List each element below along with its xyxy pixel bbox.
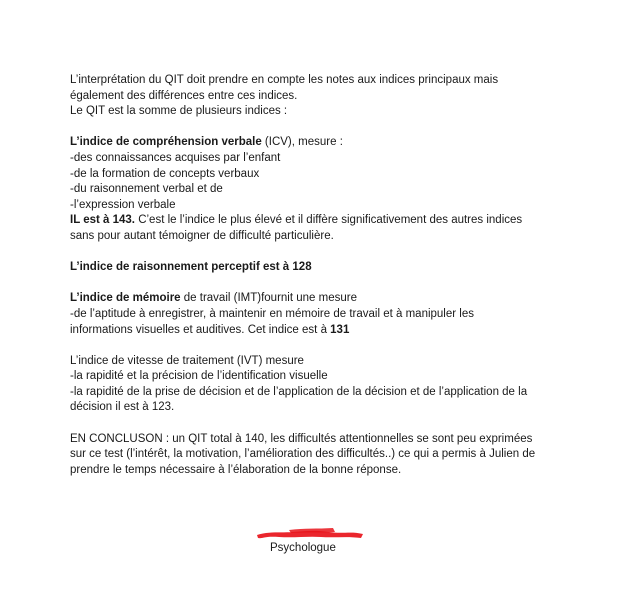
icv-item: -l’expression verbale bbox=[70, 198, 176, 211]
intro-line: L’interprétation du QIT doit prendre en compte les notes aux indices principaux mais bbox=[70, 74, 499, 86]
imt-heading-rest: de travail (IMT)fournit une mesure bbox=[180, 292, 357, 305]
ivt-line: -la rapidité de la prise de décision et de l’application de la décision et de l’application de la bbox=[70, 385, 528, 398]
irp-heading-line bbox=[70, 260, 590, 276]
ivt-line: décision il est à 123. bbox=[70, 401, 175, 414]
conclusion-line: prendre le temps nécessaire à l’élaboration de la bonne réponse. bbox=[70, 463, 402, 476]
icv-heading-rest: (ICV), mesure : bbox=[261, 136, 343, 149]
irp-heading: L’indice de raisonnement perceptif est à 128 bbox=[70, 261, 312, 274]
icv-item: -de la formation de concepts verbaux bbox=[70, 167, 260, 180]
intro-line: également des différences entre ces indices. bbox=[70, 89, 298, 102]
icv-item: -du raisonnement verbal et de bbox=[70, 183, 223, 196]
intro-line: Le QIT est la somme de plusieurs indices : bbox=[70, 105, 288, 118]
imt-heading-line bbox=[70, 291, 590, 307]
icv-score-rest: C’est le l’indice le plus élevé et il diffère significativement des autres indices bbox=[135, 214, 523, 227]
icv-heading-line bbox=[70, 135, 590, 151]
imt-score-line bbox=[70, 323, 590, 339]
conclusion-line: EN CONCLUSON : un QIT total à 140, les difficultés attentionnelles se sont peu exprimées bbox=[70, 432, 533, 445]
icv-item: -des connaissances acquises par l’enfant bbox=[70, 151, 281, 164]
report-body bbox=[70, 73, 590, 478]
imt-score: 131 bbox=[330, 323, 350, 336]
signature-title: Psychologue bbox=[270, 542, 336, 554]
ivt-line: L’indice de vitesse de traitement (IVT) mesure bbox=[70, 354, 304, 367]
imt-line: -de l’aptitude à enregistrer, à maintenir en mémoire de travail et à manipuler les bbox=[70, 307, 474, 320]
icv-score-line bbox=[70, 213, 590, 229]
conclusion-line: sur ce test (l’intérêt, la motivation, l’amélioration des difficultés..) ce qui a permis à Julien de bbox=[70, 448, 536, 461]
imt-heading: L’indice de mémoire bbox=[70, 292, 181, 305]
icv-last-line: sans pour autant témoigner de difficulté particulière. bbox=[70, 229, 334, 242]
icv-score: IL est à 143. bbox=[70, 214, 135, 227]
imt-score-text: informations visuelles et auditives. Cet indice est à bbox=[70, 323, 331, 336]
ivt-line: -la rapidité et la précision de l’identification visuelle bbox=[70, 370, 328, 383]
icv-heading: L’indice de compréhension verbale bbox=[70, 136, 262, 149]
